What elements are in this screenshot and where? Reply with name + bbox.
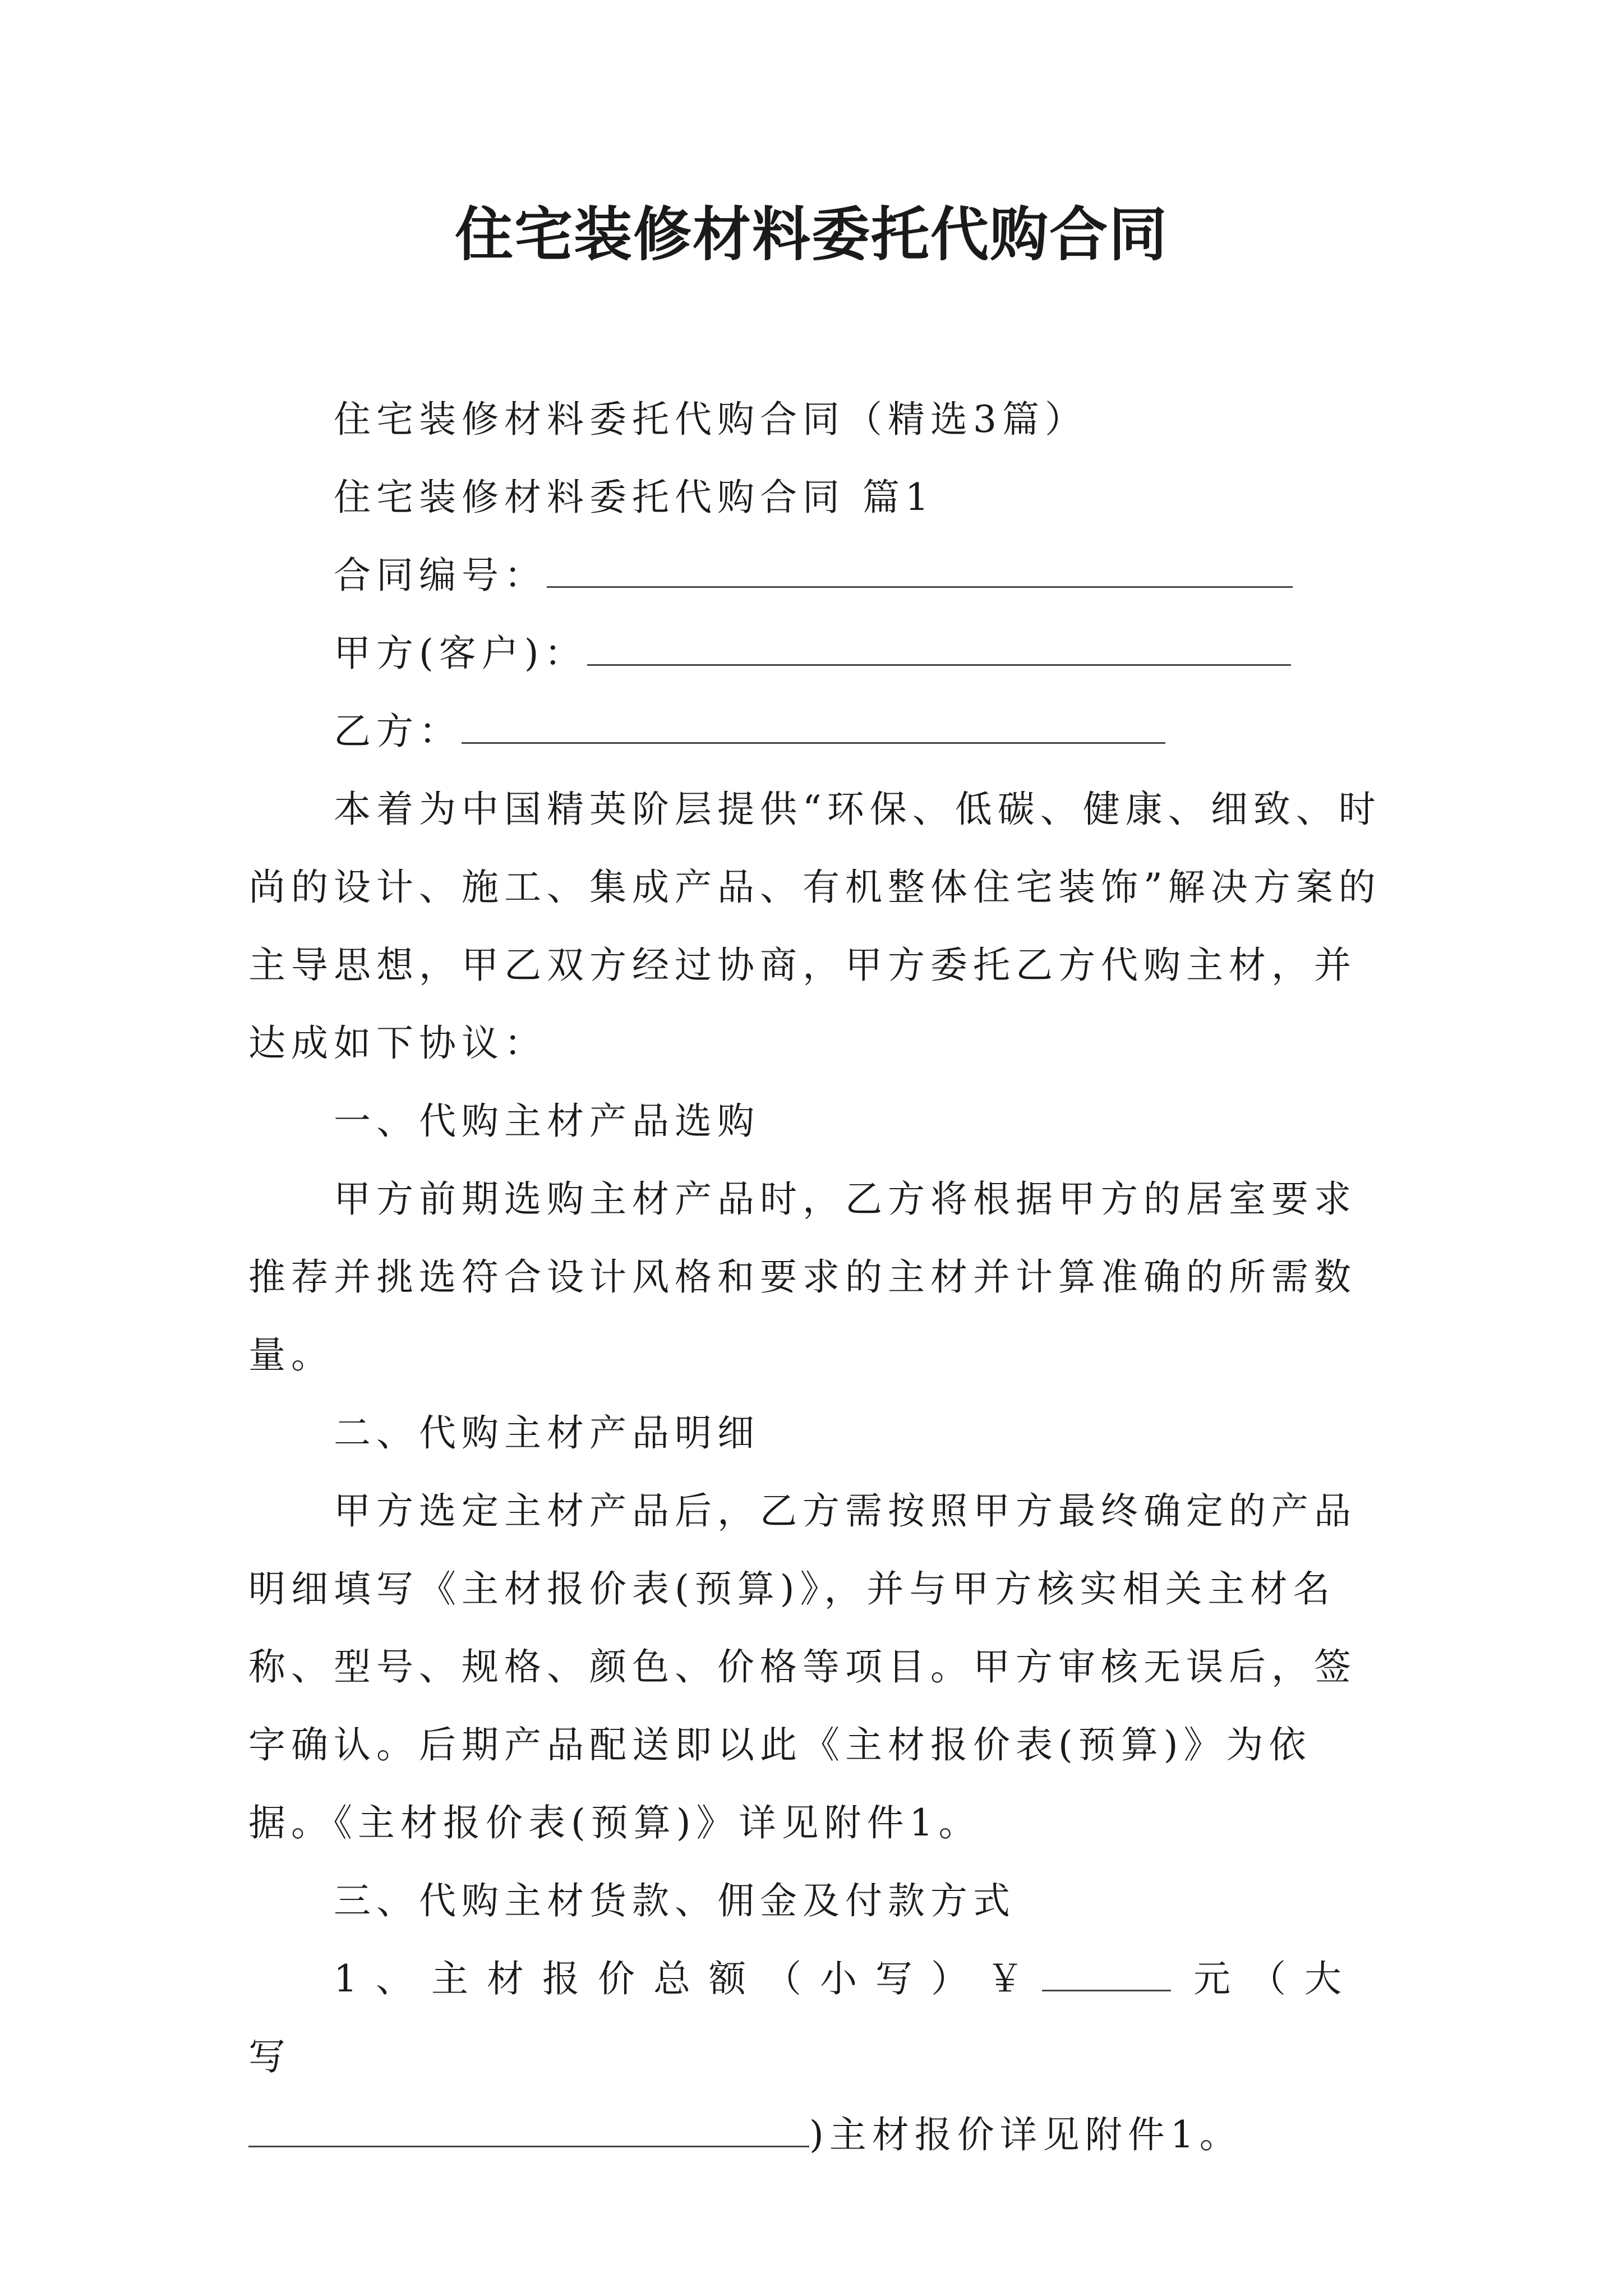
party-a-blank [587, 664, 1291, 666]
party-b-field [248, 692, 1381, 770]
contract-number-field [248, 536, 1381, 614]
section-1-body: 甲方前期选购主材产品时，乙方将根据甲方的居室要求推荐并挑选符合设计风格和要求的主材并计算准确的所需数量。 [248, 1177, 1357, 1377]
party-a-label: 甲方(客户)： [334, 632, 587, 675]
document-subtitle: 住宅装修材料委托代购合同（精选3篇） [334, 398, 1087, 441]
item-1-suffix: )主材报价详见附件1。 [809, 2113, 1242, 2156]
article-heading: 住宅装修材料委托代购合同 篇1 [334, 476, 934, 519]
party-b-blank [462, 742, 1165, 744]
section-2-heading: 二、代购主材产品明细 [334, 1411, 760, 1455]
item-1 [248, 1940, 1381, 2096]
item-1-amount-blank [1042, 1989, 1171, 1991]
document-title: 住宅装修材料委托代购合同 [454, 200, 1168, 269]
document-body [248, 380, 1381, 2174]
contract-number-blank [547, 586, 1293, 588]
party-a-field [248, 614, 1381, 692]
item-1-uppercase-blank [248, 2145, 809, 2147]
section-1-heading: 一、代购主材产品选购 [334, 1099, 760, 1143]
item-1-middle: 元（大写 [248, 1957, 1360, 2078]
party-b-label: 乙方： [334, 710, 462, 753]
item-1-continued [248, 2096, 1381, 2174]
item-1-prefix: 1、主材报价总额（小写）￥ [334, 1957, 1042, 2000]
section-2-body: 甲方选定主材产品后，乙方需按照甲方最终确定的产品明细填写《主材报价表(预算)》，并与甲方核实相关主材名称、型号、规格、颜色、价格等项目。甲方审核无误后，签字确认。后期产品配送即以此《主材报价表(预算)》为依据。《主材报价表(预算)》详见附件1。 [248, 1489, 1357, 1844]
contract-number-label: 合同编号： [334, 554, 547, 597]
intro-paragraph: 本着为中国精英阶层提供“环保、低碳、健康、细致、时尚的设计、施工、集成产品、有机整体住宅装饰”解决方案的主导思想，甲乙双方经过协商，甲方委托乙方代购主材，并达成如下协议： [248, 788, 1381, 1065]
section-3-heading: 三、代购主材货款、佣金及付款方式 [334, 1879, 1016, 1922]
